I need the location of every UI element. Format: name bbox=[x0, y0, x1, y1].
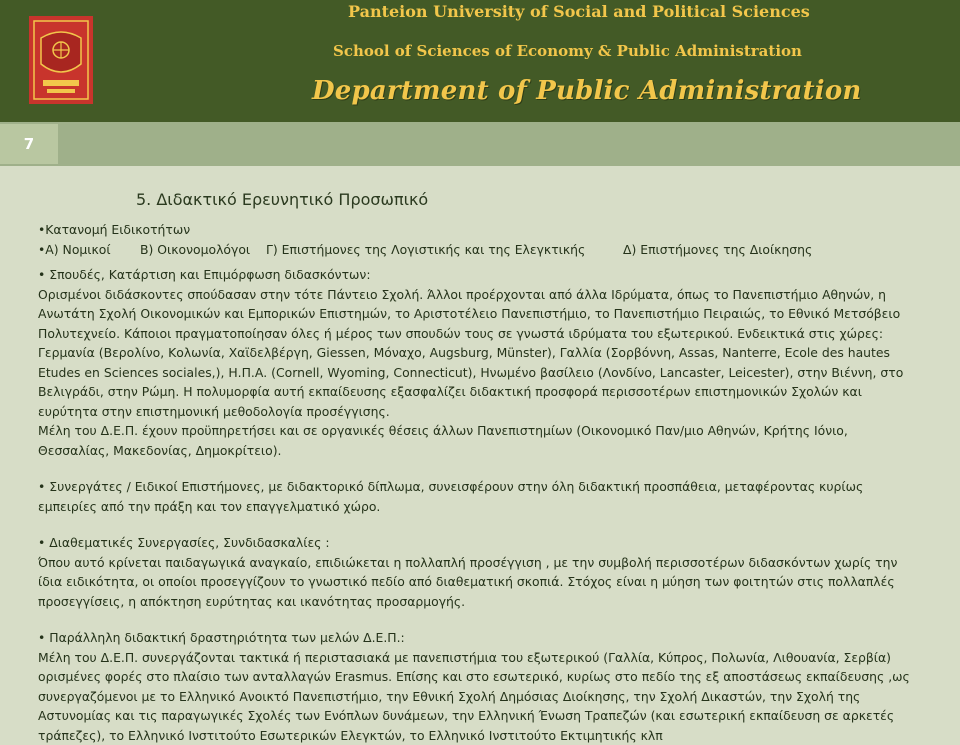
distribution-heading: •Κατανομή Ειδικοτήτων bbox=[38, 222, 191, 237]
studies-line: Βελιγράδι, στην Ρώμη. Η πολυμορφία αυτή εκπαίδευσης εξασφαλίζει διδακτική προσφορά περισσοτέρων επιστημονικών Σχολών και bbox=[38, 384, 862, 399]
interdisciplinary-heading: • Διαθεματικές Συνεργασίες, Συνδιδασκαλίες : bbox=[38, 535, 330, 550]
parallel-line: συνεργαζόμενοι με το Ελληνικό Ανοικτό Πανεπιστήμιο, την Εθνική Σχολή Δημόσιας Διοίκησης, την Σχολή Δικαστών, την Σχολή της bbox=[38, 688, 861, 704]
specialty-item: •Α) Νομικοί bbox=[38, 241, 111, 257]
parallel-line: Μέλη του Δ.Ε.Π. συνεργάζονται τακτικά ή περιστασιακά με πανεπιστήμια του εξωτερικού (Γαλλία, Κύπρος, Πολωνία, Λιθουανία, Σερβία) bbox=[38, 649, 891, 665]
slide-title: 5. Διδακτικό Ερευνητικό Προσωπικό bbox=[136, 190, 429, 209]
parallel-heading: • Παράλληλη διδακτική δραστηριότητα των μελών Δ.Ε.Π.: bbox=[38, 630, 405, 645]
specialty-item: Δ) Επιστήμονες της Διοίκησης bbox=[623, 241, 813, 257]
studies-line: Ορισμένοι διδάσκοντες σπούδασαν στην τότε Πάντειο Σχολή. Άλλοι προέρχονται από άλλα Ιδρύματα, όπως το Πανεπιστήμιο Αθηνών, η bbox=[38, 286, 886, 302]
parallel-line: Αστυνομίας και τις παραγωγικές Σχολές των Ενόπλων δυνάμεων, την Ελληνική Ένωση Τραπεζών (και εσωτερική εκπαίδευση σε αρκετές bbox=[38, 708, 895, 723]
studies-line: Ανωτάτη Σχολή Οικονομικών και Εμπορικών Επιστημών, το Αριστοτέλειο Πανεπιστήμιο, το Πανεπιστήμιο Πειραιώς, το Εθνικό Μετσόβειο bbox=[38, 306, 901, 321]
specialty-item: Γ) Επιστήμονες της Λογιστικής και της Ελεγκτικής bbox=[266, 241, 586, 257]
studies-heading: • Σπουδές, Κατάρτιση και Επιμόρφωση διδασκόντων: bbox=[38, 267, 371, 282]
studies-line: Etudes en Sciences sociales,), Η.Π.Α. (Cornell, Wyoming, Connecticut), Ηνωμένο βασίλειο (Λονδίνο, Lancaster, Leicester), στην Βιέννη, στο bbox=[38, 364, 904, 380]
parallel-line: ορισμένες φορές στο πλαίσιο των ανταλλαγών Erasmus. Επίσης και στο εσωτερικό, κυρίως στο πεδίο της εξ αποστάσεως εκπαίδευσης ,ως bbox=[38, 669, 910, 684]
parallel-line: τράπεζες), το Ελληνικό Ινστιτούτο Εσωτερικών Ελεγκτών, το Ελληνικό Ινστιτούτο Εκτιμητικής κλπ bbox=[38, 727, 663, 743]
studies-line: Μέλη του Δ.Ε.Π. έχουν προϋπηρετήσει και σε οργανικές θέσεις άλλων Πανεπιστημίων (Οικονομικό Παν/μιο Αθηνών, Κρήτης Ιόνιο, bbox=[38, 423, 848, 438]
collaborators-line: εμπειρίες από την πράξη και τον επαγγελματικό χώρο. bbox=[38, 498, 381, 514]
interdisciplinary-line: προσεγγίσεις, η απόκτηση ευρύτητας και ικανότητας προσαρμογής. bbox=[38, 593, 466, 609]
studies-line: Γερμανία (Βερολίνο, Κολωνία, Χαϊδελβέργη, Giessen, Μόναχο, Augsburg, Münster), Γαλλία (Σορβόννη, Assas, Nanterre, Ecole des hautes bbox=[38, 345, 890, 360]
interdisciplinary-line: ίδια ειδικότητα, οι οποίοι προσεγγίζουν το γνωστικό πεδίο από διαθεματική σκοπιά. Στόχος είναι η μύηση των φοιτητών στις πολλαπλές bbox=[38, 574, 895, 589]
header-strip bbox=[0, 122, 960, 166]
header-banner bbox=[0, 0, 960, 122]
studies-line: Πολυτεχνείο. Κάποιοι πραγματοποίησαν όλες ή μέρος των σπουδών τους σε γνωστά ιδρύματα του εξωτερικού. Ενδεικτικά στις χώρες: bbox=[38, 325, 884, 341]
department-name: Department of Public Administration bbox=[312, 76, 862, 106]
school-name: School of Sciences of Economy & Public Administration bbox=[333, 42, 802, 60]
slide-content bbox=[38, 220, 942, 745]
specialties-row bbox=[38, 240, 942, 260]
page-number: 7 bbox=[0, 124, 58, 164]
studies-line: Θεσσαλίας, Μακεδονίας, Δημοκρίτειο). bbox=[38, 442, 282, 458]
specialty-item: Β) Οικονομολόγοι bbox=[140, 241, 251, 257]
university-name: Panteion University of Social and Political Sciences bbox=[348, 2, 810, 21]
university-crest-icon bbox=[29, 16, 93, 104]
collaborators-line: • Συνεργάτες / Ειδικοί Επιστήμονες, με διδακτορικό δίπλωμα, συνεισφέρουν στην όλη διδακτική προσπάθεια, μεταφέροντας κυρίως bbox=[38, 479, 864, 494]
interdisciplinary-line: Όπου αυτό κρίνεται παιδαγωγικά αναγκαίο, επιδιώκεται η πολλαπλή προσέγγιση , με την συμβολή περισσοτέρων διδασκόντων χωρίς την bbox=[38, 554, 898, 570]
studies-line: ευρύτητα στην επιστημονική μεθοδολογία προσέγγισης. bbox=[38, 403, 390, 419]
